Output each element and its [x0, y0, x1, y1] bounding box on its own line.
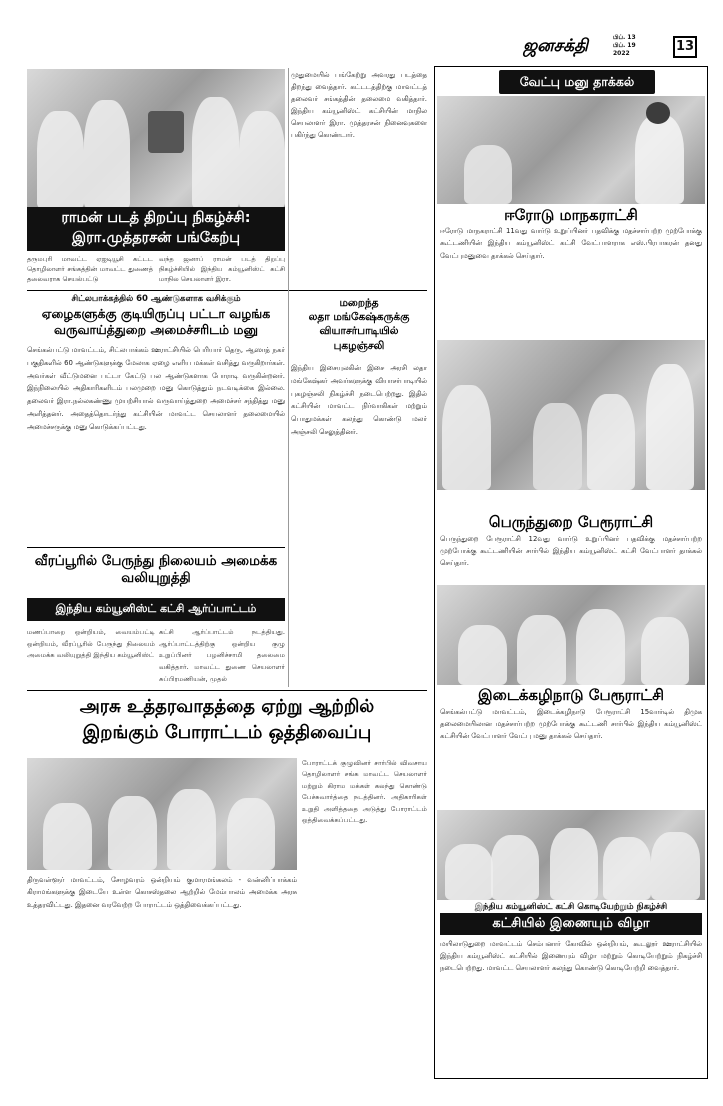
bottom-body-right-cont: [302, 874, 427, 1074]
right-story4-photo: [437, 810, 705, 900]
story3-body-col1: மணப்பாறை ஒன்றியம், வையம்பட்டி ஒன்றியம், வீரப்பூரில் பேருந்து நிலையம் அமைக்க வலியுறுத்தி இந்திய கம்யூனிஸ்ட்: [27, 628, 155, 660]
divider: [27, 290, 427, 291]
divider: [27, 547, 285, 548]
bottom-headline-line1: அரசு உத்தரவாதத்தை ஏற்று ஆற்றில்: [79, 696, 375, 717]
divider: [288, 290, 289, 687]
bottom-body-left: திருவள்ளூர் மாவட்டம், சோழவரம் ஒன்றியம் குமாரமங்கலம் - வன்னிப்பாக்கம் கிராமங்களுக்கு இடையே உள்ள கொசஸ்தலை ஆற்றில் மேம்பாலம் அமைக்க அரசு உத்தரவிட்டது. இதனை வரவேற்ற போராட்டம் ஒத்திவைக்கப்பட்டது.: [27, 876, 297, 909]
middle-headline-line1: மறைந்த: [339, 297, 379, 309]
story1-body-col1: தருமபுரி மாவட்ட ஏஐடியூசி கட்டட தொழிலாளர் சங்கத்தின் மாவட்ட துணைத் தலைவராக செயல்பட்டு: [27, 255, 153, 283]
bottom-headline: [27, 694, 427, 746]
story1-headline: [27, 207, 285, 251]
divider: [27, 690, 427, 691]
story2-body: செங்கல்பட்டு மாவட்டம், சிட்லபாக்கம் ஊராட்சியில் பெரியார் தெரு, ஆஸாத் நகர் பகுதிகளில் 60 ஆண்டுகளுக்கு மேலாக ஏழை எளிய மக்கள் வசித்து வருகிறார்கள். அவர்கள் வீட்டுமனை பட்டா கேட்டு பல ஆண்டுகளாக போராடி வருகின்றனர். இந்நிலையில் அதிகாரிகளிடம் பலமுறை மனு கொடுத்தும் நடவடிக்கை இல்லை. தலைவர் இரா.நல்லகண்ணு முயற்சியால் வருவாய்த்துறை அமைச்சர் சந்தித்து மனு அளித்தனர். அதைத்தொடர்ந்து கட்சியின் மாவட்ட செயலாளர் தலைமையில் அமைச்சருக்கு மனு கொடுக்கப்பட்டது.: [27, 346, 285, 431]
middle-headline-line4: புகழஞ்சலி: [333, 339, 385, 352]
story2-headline-line1: ஏழைகளுக்கு குடியிருப்பு பட்டா வழங்க: [41, 306, 271, 321]
right-story3-subhead: இடைக்கழிநாடு பேரூராட்சி: [478, 686, 664, 704]
page-number: 13: [673, 36, 697, 58]
right-section-label: வேட்பு மனு தாக்கல்: [499, 70, 655, 94]
story1-body-col2: வந்த ஜனாப் ராமன் படத் திறப்பு நிகழ்ச்சியில் இந்திய கம்யூனிஸ்ட் கட்சி மாநில செயலாளர் இரா.: [159, 255, 285, 283]
paper-name: ஜனசக்தி: [523, 36, 588, 56]
bottom-headline-line2: இறங்கும் போராட்டம் ஒத்திவைப்பு: [82, 722, 372, 744]
story3-body-col2: கட்சி ஆர்ப்பாட்டம் நடத்தியது. ஆர்ப்பாட்டத்திற்கு ஒன்றிய குழு உறுப்பினர் பழனிச்சாமி தலைமை வகித்தார். மாவட்ட துணை செயலாளர் சுப்பிரமணியன், முதல்: [159, 628, 285, 683]
middle-headline-line2: லதா மங்கேஷ்கருக்கு: [308, 311, 410, 324]
middle-body-bottom: இந்திய இசையுலகின் இசை அரசி லதா மங்கேஷ்கர் அவர்களுக்கு வியாசர்பாடியில் புகழஞ்சலி நிகழ்ச்சி நடைபெற்றது. இதில் கட்சியின் மாவட்ட நிர்வாகிகள் மற்றும் பொதுமக்கள் கலந்து கொண்டு மலர் அஞ்சலி செலுத்தினர்.: [291, 364, 427, 436]
right-story3-body: செங்கல்பட்டு மாவட்டம், இடைக்கழிநாடு பேரூராட்சி 15வார்டில் திமுக தலைமையிலான மதச்சார்பற்ற முற்போக்கு கூட்டணி சார்பில் இந்திய கம்யூனிஸ்ட் கட்சியின் வேட்பாளர் வேட்பு மனு தாக்கல் செய்தார்.: [440, 708, 702, 741]
middle-headline-line3: வியாசர்பாடியில்: [319, 325, 399, 338]
story2-headline-line2: வருவாய்த்துறை அமைச்சரிடம் மனு: [54, 321, 258, 337]
right-story1-body: ஈரோடு மாநகராட்சி 11வது வார்டு உறுப்பினர் பதவிக்கு மதச்சார்பற்ற முற்போக்கு கூட்டணியின் இந்திய கம்யூனிஸ்ட் கட்சி வேட்பாளராக எஸ்.பிரபாகரன் தனது வேட்புமனுவை தாக்கல் செய்தார்.: [440, 227, 702, 260]
story1-headline-line1: ராமன் படத் திறப்பு நிகழ்ச்சி:: [61, 210, 251, 227]
right-story2-subhead: பெருந்துறை பேரூராட்சி: [488, 513, 654, 531]
year: 2022: [613, 50, 630, 57]
date-line-2: பிப். 19: [613, 42, 636, 49]
middle-headline: [291, 296, 427, 353]
right-story1-photo: [437, 96, 705, 204]
story3-banner: இந்திய கம்யூனிஸ்ட் கட்சி ஆர்ப்பாட்டம்: [27, 598, 285, 621]
date-line-1: பிப். 13: [613, 34, 636, 41]
masthead: [430, 34, 723, 60]
bottom-body-right: போராட்டக் குழுவினர் சார்பில் விவசாய தொழிலாளர் சங்க மாவட்ட செயலாளர் மற்றும் கிராம மக்கள் கலந்து கொண்டு பேச்சுவார்த்தை நடத்தினர். அதிகாரிகள் உறுதி அளித்ததை அடுத்து போராட்டம் ஒத்திவைக்கப்பட்டது.: [302, 759, 427, 824]
story2-headline: [27, 306, 285, 337]
divider: [288, 68, 289, 290]
bottom-photo: [27, 758, 297, 870]
story2-kicker: சிட்லபாக்கத்தில் 60 ஆண்டுகளாக வசிக்கும்: [71, 294, 241, 304]
story1-photo: [27, 69, 285, 209]
story1-headline-line2: இரா.முத்தரசன் பங்கேற்பு: [71, 230, 241, 246]
right-story4-banner-line1: இந்திய கம்யூனிஸ்ட் கட்சி கொடியேற்றும் நிகழ்ச்சி: [474, 902, 668, 912]
right-story4-body: மயிலாடுதுறை மாவட்டம் செம்பனார் கோவில் ஒன்றியம், கூடலூர் ஊராட்சியில் இந்திய கம்யூனிஸ்ட் கட்சியில் இணையும் விழா மற்றும் கொடியேற்றும் நிகழ்ச்சி நடைபெற்றது. மாவட்ட செயலாளர் கலந்து கொண்டு கொடியேற்றி வைத்தார்.: [440, 940, 702, 973]
right-story2-body: பெருந்துறை பேரூராட்சி 12வது வார்டு உறுப்பினர் பதவிக்கு மதச்சார்பற்ற முற்போக்கு கூட்டணியின் சார்பில் இந்திய கம்யூனிஸ்ட் கட்சி வேட்பாளர் தாக்கல் செய்தார்.: [440, 535, 702, 568]
story3-headline: வீரப்பூரில் பேருந்து நிலையம் அமைக்க வலியுறுத்தி: [34, 553, 278, 586]
right-story2-photo: [437, 340, 705, 490]
middle-body-top: முதுமையில் பங்கேற்று அவரது படத்தை திறந்து வைத்தார். கட்டடத்திற்கு மாவட்டத் தலைவர் சங்கத்தின் தலைமை வகித்தார். இந்திய கம்யூனிஸ்ட் கட்சியின் மாநில செயலாளர் இரா. முத்தரசன் நினைவுகளை பகிர்ந்து கொண்டார்.: [291, 71, 427, 140]
right-story4-banner-line2: கட்சியில் இணையும் விழா: [440, 913, 702, 935]
right-story3-photo: [437, 585, 705, 685]
right-story1-subhead: ஈரோடு மாநகராட்சி: [504, 206, 638, 224]
